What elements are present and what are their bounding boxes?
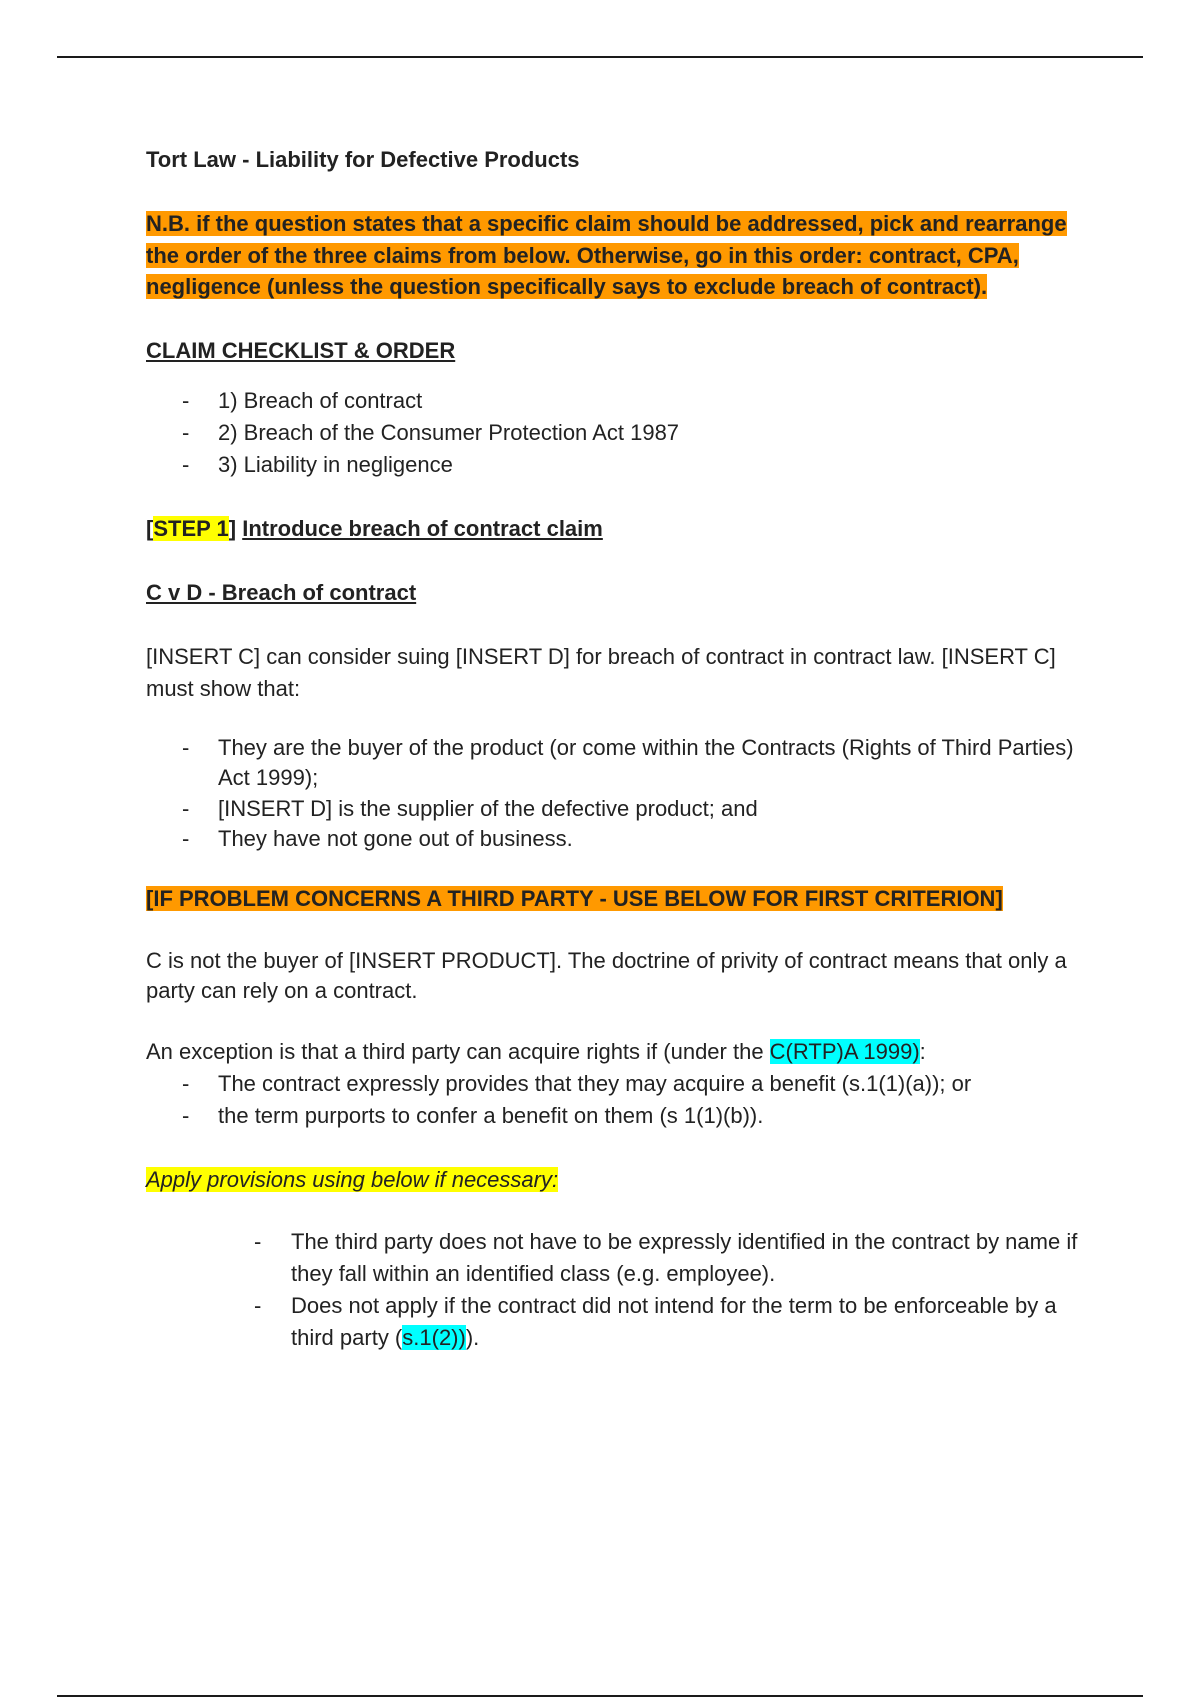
cvd-heading: C v D - Breach of contract <box>146 579 417 605</box>
document-title: Tort Law - Liability for Defective Products <box>146 147 580 172</box>
list-item <box>146 417 1096 449</box>
apply-list <box>146 1226 1096 1354</box>
third-party-heading <box>146 883 1096 915</box>
bottom-rule <box>57 1695 1143 1697</box>
list-item <box>146 1100 1096 1132</box>
step-1-title: Introduce breach of contract claim <box>242 515 603 541</box>
list-item <box>146 449 1096 481</box>
exception-text: An exception is that a third party can acquire rights if (under the <box>146 1039 770 1064</box>
checklist-heading: CLAIM CHECKLIST & ORDER <box>146 337 456 363</box>
list-item-text: 2) Breach of the Consumer Protection Act 1987 <box>218 419 680 445</box>
checklist-list <box>146 385 1096 481</box>
list-item <box>146 793 1096 825</box>
list-item-text: Does not apply if the contract did not intend for the term to be enforceable by a third party ( <box>291 1293 1057 1350</box>
dash-bullet: - <box>182 1103 190 1128</box>
dash-bullet: - <box>182 795 190 821</box>
dash-bullet: - <box>254 1229 262 1254</box>
list-item-text: The third party does not have to be expressly identified in the contract by name if they fall within an identified class (e.g. employee). <box>291 1229 1078 1286</box>
dash-bullet: - <box>182 825 190 851</box>
exception-colon: : <box>919 1039 926 1064</box>
statute-highlight: C(RTP)A 1999) <box>769 1039 920 1064</box>
list-item-text: 1) Breach of contract <box>218 387 423 413</box>
list-item-text: They have not gone out of business. <box>218 825 573 851</box>
ordering-note <box>146 208 1096 303</box>
dash-bullet: - <box>182 387 190 413</box>
document-body <box>146 144 1096 1354</box>
top-rule <box>57 56 1143 58</box>
step-close-bracket: ] <box>228 515 237 541</box>
step-1-heading <box>146 513 1096 545</box>
privity-paragraph: C is not the buyer of [INSERT PRODUCT]. The doctrine of privity of contract means that only a party can rely on a contract. <box>146 948 1067 1003</box>
dash-bullet: - <box>182 734 190 760</box>
list-item <box>146 825 1096 853</box>
exception-paragraph <box>146 1036 1096 1068</box>
list-item-text: the term purports to confer a benefit on them (s 1(1)(b)). <box>218 1103 764 1128</box>
list-item-text: [INSERT D] is the supplier of the defective product; and <box>218 795 758 821</box>
dash-bullet: - <box>182 419 190 445</box>
list-item-text: The contract expressly provides that they may acquire a benefit (s.1(1)(a)); or <box>218 1071 972 1096</box>
list-item <box>146 1226 1096 1290</box>
list-item <box>146 733 1096 793</box>
list-item <box>146 1068 1096 1100</box>
step-1-tag: STEP 1 <box>153 515 229 541</box>
criteria-list <box>146 733 1096 853</box>
apply-note <box>146 1164 1096 1196</box>
dash-bullet: - <box>182 451 190 477</box>
list-item <box>146 1290 1096 1354</box>
dash-bullet: - <box>182 1071 190 1096</box>
dash-bullet: - <box>254 1293 262 1318</box>
section-highlight: s.1(2)) <box>402 1325 466 1350</box>
list-item-text: 3) Liability in negligence <box>218 451 453 477</box>
list-item-text: They are the buyer of the product (or come within the Contracts (Rights of Third Parties) Act 1999); <box>218 734 1074 790</box>
intro-paragraph: [INSERT C] can consider suing [INSERT D] for breach of contract in contract law. [INSERT C] must show that: <box>146 643 1056 701</box>
list-item <box>146 385 1096 417</box>
list-item-end: ). <box>465 1325 480 1350</box>
apply-note-text: Apply provisions using below if necessary: <box>146 1167 559 1192</box>
exception-list <box>146 1068 1096 1132</box>
third-party-heading-text: [IF PROBLEM CONCERNS A THIRD PARTY - USE BELOW FOR FIRST CRITERION] <box>146 885 1003 911</box>
ordering-note-text: N.B. if the question states that a specific claim should be addressed, pick and rearrange the order of the three claims from below. Otherwise, go in this order: contract, CPA, negligence (unless the question specifically says to exclude breach of contract). <box>146 211 1067 299</box>
step-open-bracket: [ <box>146 515 154 541</box>
